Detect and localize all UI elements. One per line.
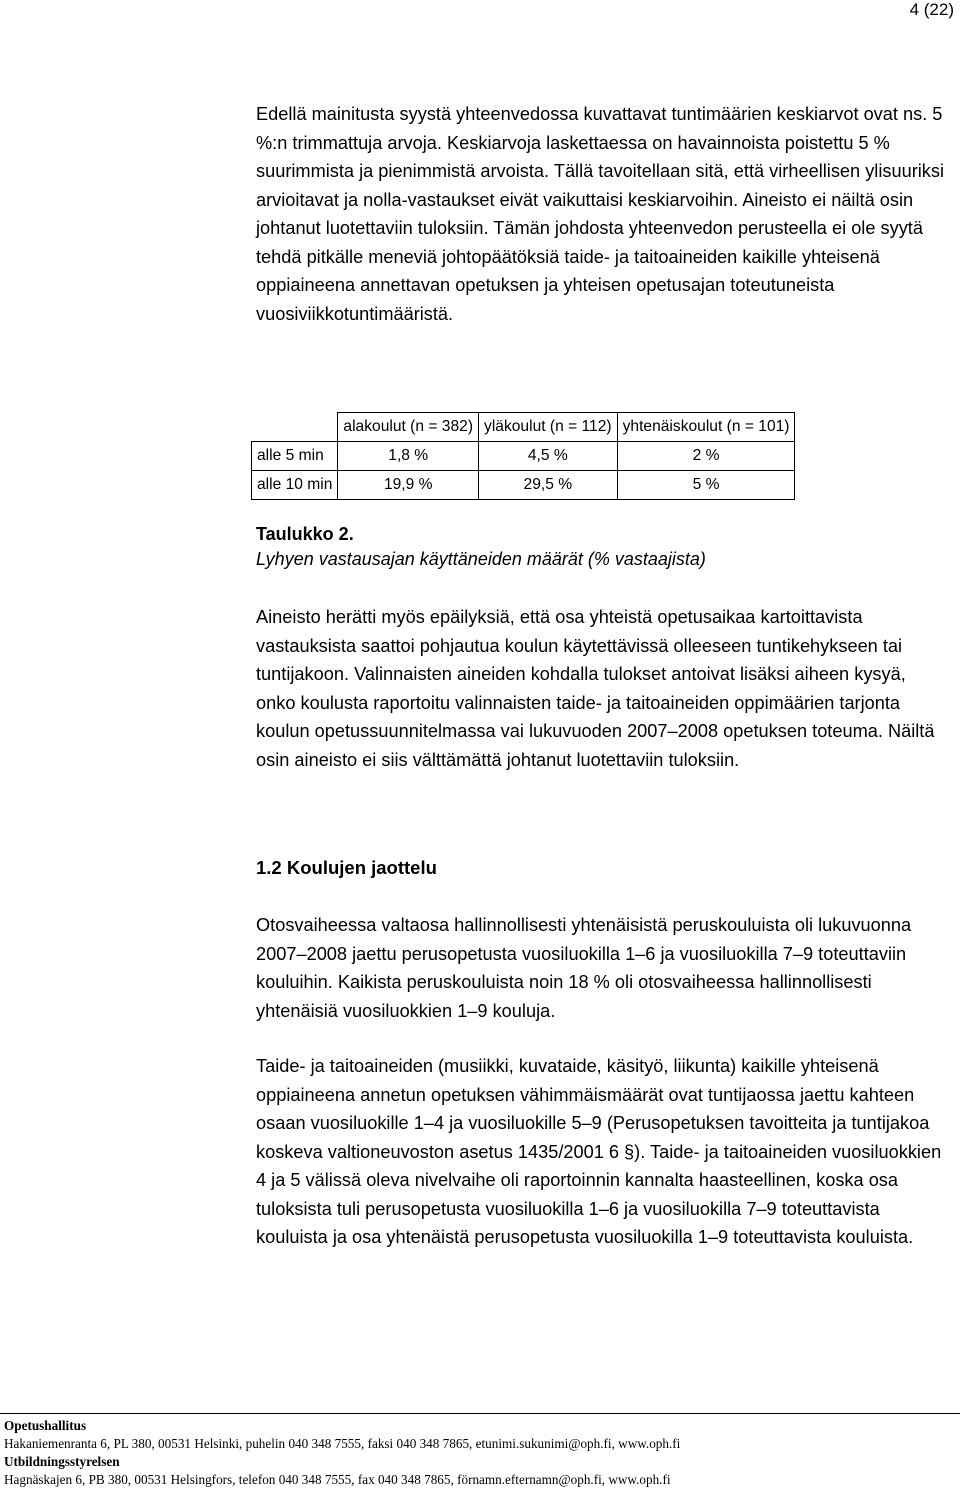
- paragraph-doubts: Aineisto herätti myös epäilyksiä, että osa yhteistä opetusaikaa kartoittavista vastauksista saattoi pohjautua koulun käytettävissä olleeseen tuntikehykseen tai tuntijakoon. Valinnaisten aineiden kohdalla tulokset antoivat lisäksi aiheen kysyä, onko koulusta raportoitu valinnaisten taide- ja taitoaineiden oppimäärien tarjonta koulun opetussuunnitelmassa vai lukuvuoden 2007–2008 opetuksen toteuma. Näiltä osin aineisto ei siis välttämättä johtanut luotettaviin tuloksiin.: [256, 607, 935, 770]
- page-footer: [4, 1417, 680, 1489]
- table-caption-label: Taulukko 2.: [256, 524, 354, 544]
- footer-address-sv: Hagnäskajen 6, PB 380, 00531 Helsingfors, telefon 040 348 7555, fax 040 348 7865, förnamn.efternamn@oph.fi, www.oph.fi: [4, 1472, 671, 1487]
- table-row: [252, 442, 795, 471]
- table-row: [252, 471, 795, 500]
- table-cell: 29,5 %: [479, 471, 618, 500]
- table-cell: 1,8 %: [338, 442, 479, 471]
- table-corner-cell: [252, 413, 338, 442]
- footer-org-sv: Utbildningsstyrelsen: [4, 1454, 120, 1469]
- table-row-label: alle 10 min: [252, 471, 338, 500]
- section-heading: 1.2 Koulujen jaottelu: [256, 857, 437, 878]
- table-cell: 5 %: [617, 471, 795, 500]
- table-header-row: [252, 413, 795, 442]
- table-row-label: alle 5 min: [252, 442, 338, 471]
- table-cell: 2 %: [617, 442, 795, 471]
- table-cell: 19,9 %: [338, 471, 479, 500]
- table-cell: 4,5 %: [479, 442, 618, 471]
- paragraph-trimmed-means: Edellä mainitusta syystä yhteenvedossa kuvattavat tuntimäärien keskiarvot ovat ns. 5 %:n trimmattuja arvoja. Keskiarvoja laskettaessa on havainnoista poistettu 5 % suurimmista ja pienimmistä arvoista. Tällä tavoitellaan sitä, että virheellisen ylisuuriksi arvioitavat ja nolla-vastaukset eivät vaikuttaisi keskiarvoihin. Aineisto ei näiltä osin johtanut luotettaviin tuloksiin. Tämän johdosta yhteenvedon perusteella ei ole syytä tehdä pitkälle meneviä johtopäätöksiä taide- ja taitoaineiden kaikille yhteisenä oppiaineena annettavan opetuksen ja yhteisen opetusajan toteutuneista vuosiviikkotuntimääristä.: [256, 104, 945, 324]
- table-header: yläkoulut (n = 112): [479, 413, 618, 442]
- paragraph-school-division: Otosvaiheessa valtaosa hallinnollisesti yhtenäisistä peruskouluista oli lukuvuonna 2007–2008 jaettu perusopetusta vuosiluokilla 1–6 ja vuosiluokilla 7–9 toteuttaviin kouluihin. Kaikista peruskouluista noin 18 % oli otosvaiheessa hallinnollisesti yhtenäisiä vuosiluokkien 1–9 kouluja.: [256, 915, 912, 1021]
- table-caption-text: Lyhyen vastausajan käyttäneiden määrät (% vastaajista): [256, 549, 706, 569]
- page-number: 4 (22): [909, 0, 954, 19]
- footer-address-fi: Hakaniemenranta 6, PL 380, 00531 Helsinki, puhelin 040 348 7555, faksi 040 348 7865, etunimi.sukunimi@oph.fi, www.oph.fi: [4, 1436, 681, 1451]
- response-time-table: [251, 412, 795, 500]
- footer-divider: [0, 1413, 960, 1414]
- table-header: alakoulut (n = 382): [338, 413, 479, 442]
- paragraph-art-subjects: Taide- ja taitoaineiden (musiikki, kuvataide, käsityö, liikunta) kaikille yhteisenä oppiaineena annetun opetuksen vähimmäismäärät ovat tuntijaossa jaettu kahteen osaan vuosiluokille 1–4 ja vuosiluokille 5–9 (Perusopetuksen tavoitteita ja tuntijakoa koskeva valtioneuvoston asetus 1435/2001 6 §). Taide- ja taitoaineiden vuosiluokkien 4 ja 5 välissä oleva nivelvaihe oli raportoinnin kannalta haasteellinen, koska osa tuloksista tuli perusopetusta vuosiluokilla 1–6 ja vuosiluokilla 7–9 toteuttavista kouluista ja osa yhtenäistä perusopetusta vuosiluokilla 1–9 toteuttavista kouluista.: [256, 1056, 942, 1247]
- footer-org-fi: Opetushallitus: [4, 1418, 87, 1433]
- table-header: yhtenäiskoulut (n = 101): [617, 413, 795, 442]
